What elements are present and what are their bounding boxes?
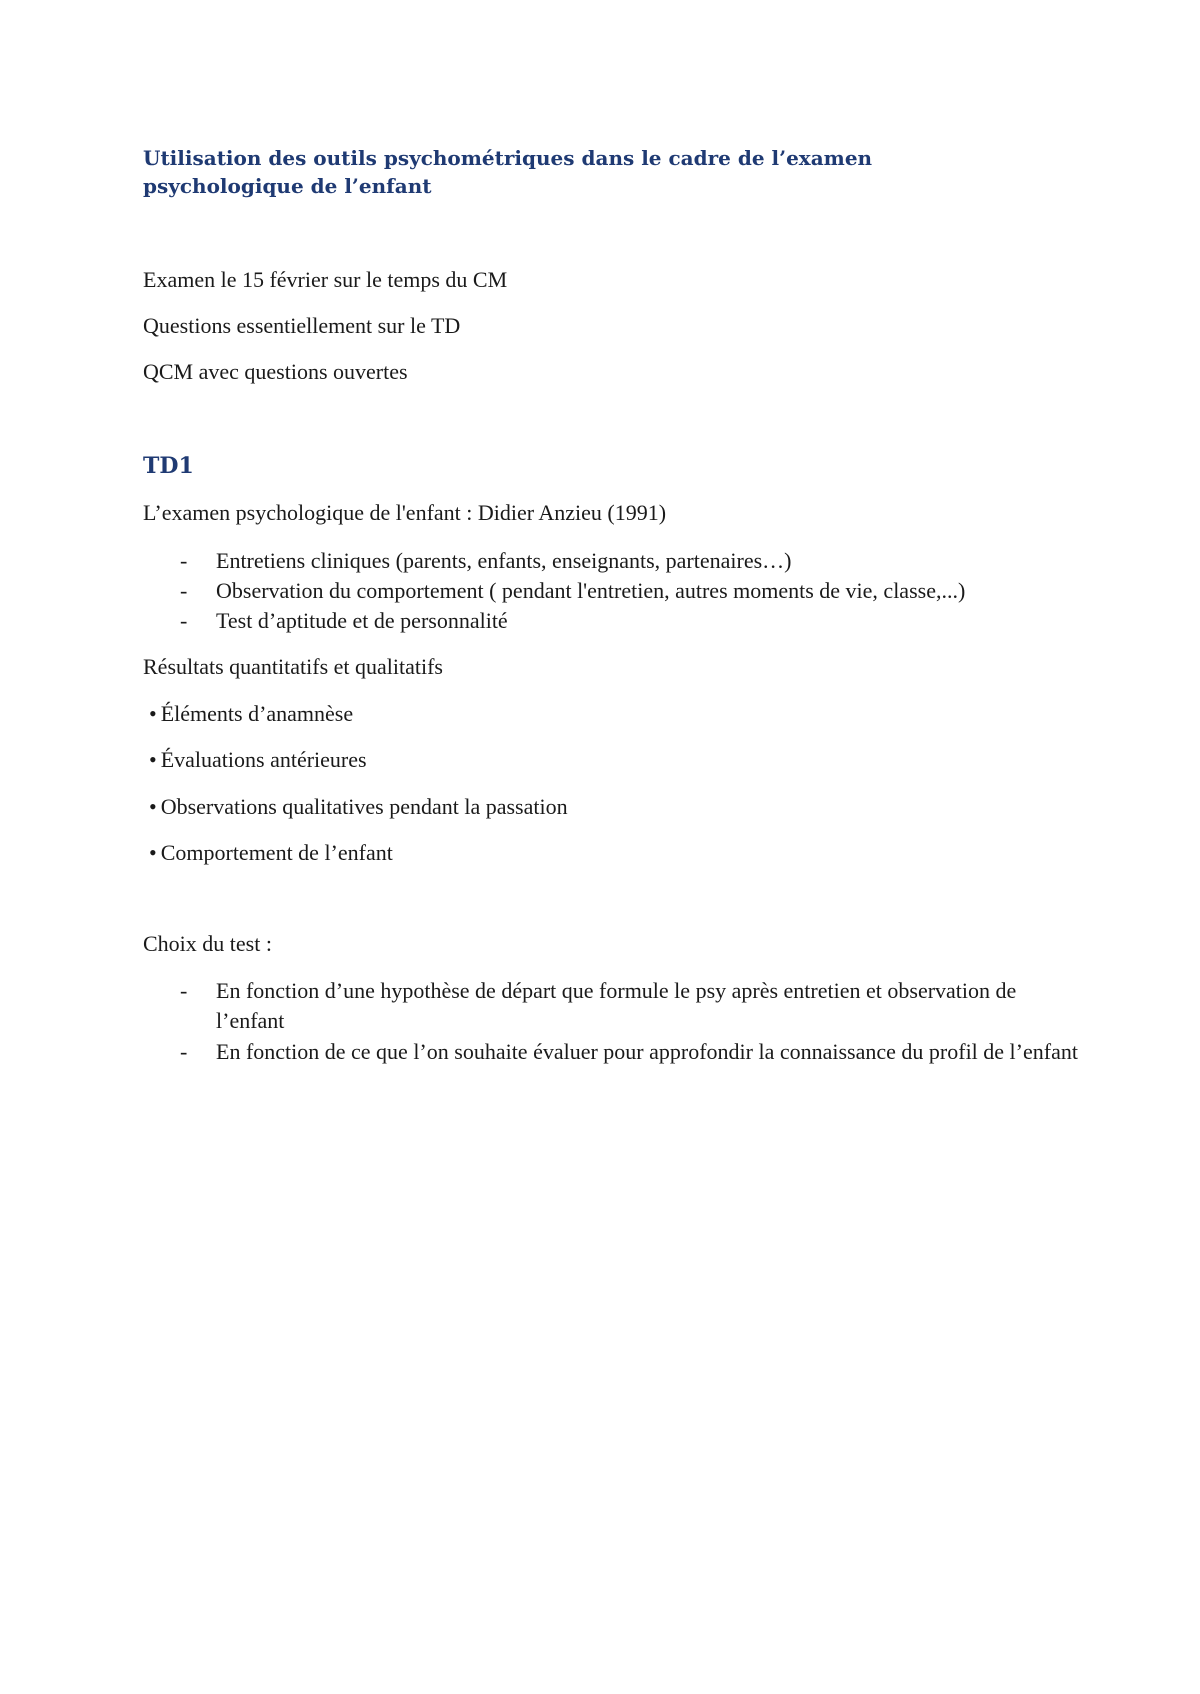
- list-item-text: Entretiens cliniques (parents, enfants, enseignants, partenaires…): [216, 548, 792, 573]
- dash-marker: -: [180, 1039, 188, 1064]
- list-item: [180, 606, 1080, 636]
- dash-marker: -: [180, 978, 188, 1003]
- list-item-text: Éléments d’anamnèse: [160, 701, 354, 726]
- list-item: [149, 793, 568, 821]
- bullet-marker: •: [149, 701, 157, 726]
- list-item: [180, 976, 1080, 1036]
- list-item: [149, 839, 393, 867]
- list-item: [149, 746, 367, 774]
- intro-line-qcm: QCM avec questions ouvertes: [143, 359, 408, 384]
- bullet-marker: •: [149, 840, 157, 865]
- list-item-text: Comportement de l’enfant: [160, 840, 393, 865]
- section-heading-td1: TD1: [143, 453, 194, 479]
- list-item-text: En fonction d’une hypothèse de départ que formule le psy après entretien et observation de l’enfant: [216, 978, 1017, 1033]
- list-item-text: Observations qualitatives pendant la passation: [160, 794, 568, 819]
- list-item: [180, 546, 1080, 576]
- dash-marker: -: [180, 578, 188, 603]
- reference-line: L’examen psychologique de l'enfant : Didier Anzieu (1991): [143, 500, 667, 525]
- intro-line-exam-date: Examen le 15 février sur le temps du CM: [143, 267, 508, 292]
- list-item-text: Test d’aptitude et de personnalité: [216, 608, 508, 633]
- list-item-text: Observation du comportement ( pendant l'entretien, autres moments de vie, classe,...): [216, 578, 966, 603]
- list-item: [180, 576, 1080, 606]
- bullet-marker: •: [149, 747, 157, 772]
- list-item-text: En fonction de ce que l’on souhaite évaluer pour approfondir la connaissance du profil de l’enfant: [216, 1039, 1078, 1064]
- results-heading: Résultats quantitatifs et qualitatifs: [143, 654, 443, 679]
- bullet-marker: •: [149, 794, 157, 819]
- list-item: [180, 1037, 1080, 1067]
- intro-line-questions: Questions essentiellement sur le TD: [143, 313, 461, 338]
- document-title: Utilisation des outils psychométriques dans le cadre de l’examen psychologique de l’enfant: [143, 146, 873, 198]
- list-item-text: Évaluations antérieures: [160, 747, 367, 772]
- dash-marker: -: [180, 608, 188, 633]
- dash-marker: -: [180, 548, 188, 573]
- choice-heading: Choix du test :: [143, 931, 272, 956]
- list-item: [149, 700, 353, 728]
